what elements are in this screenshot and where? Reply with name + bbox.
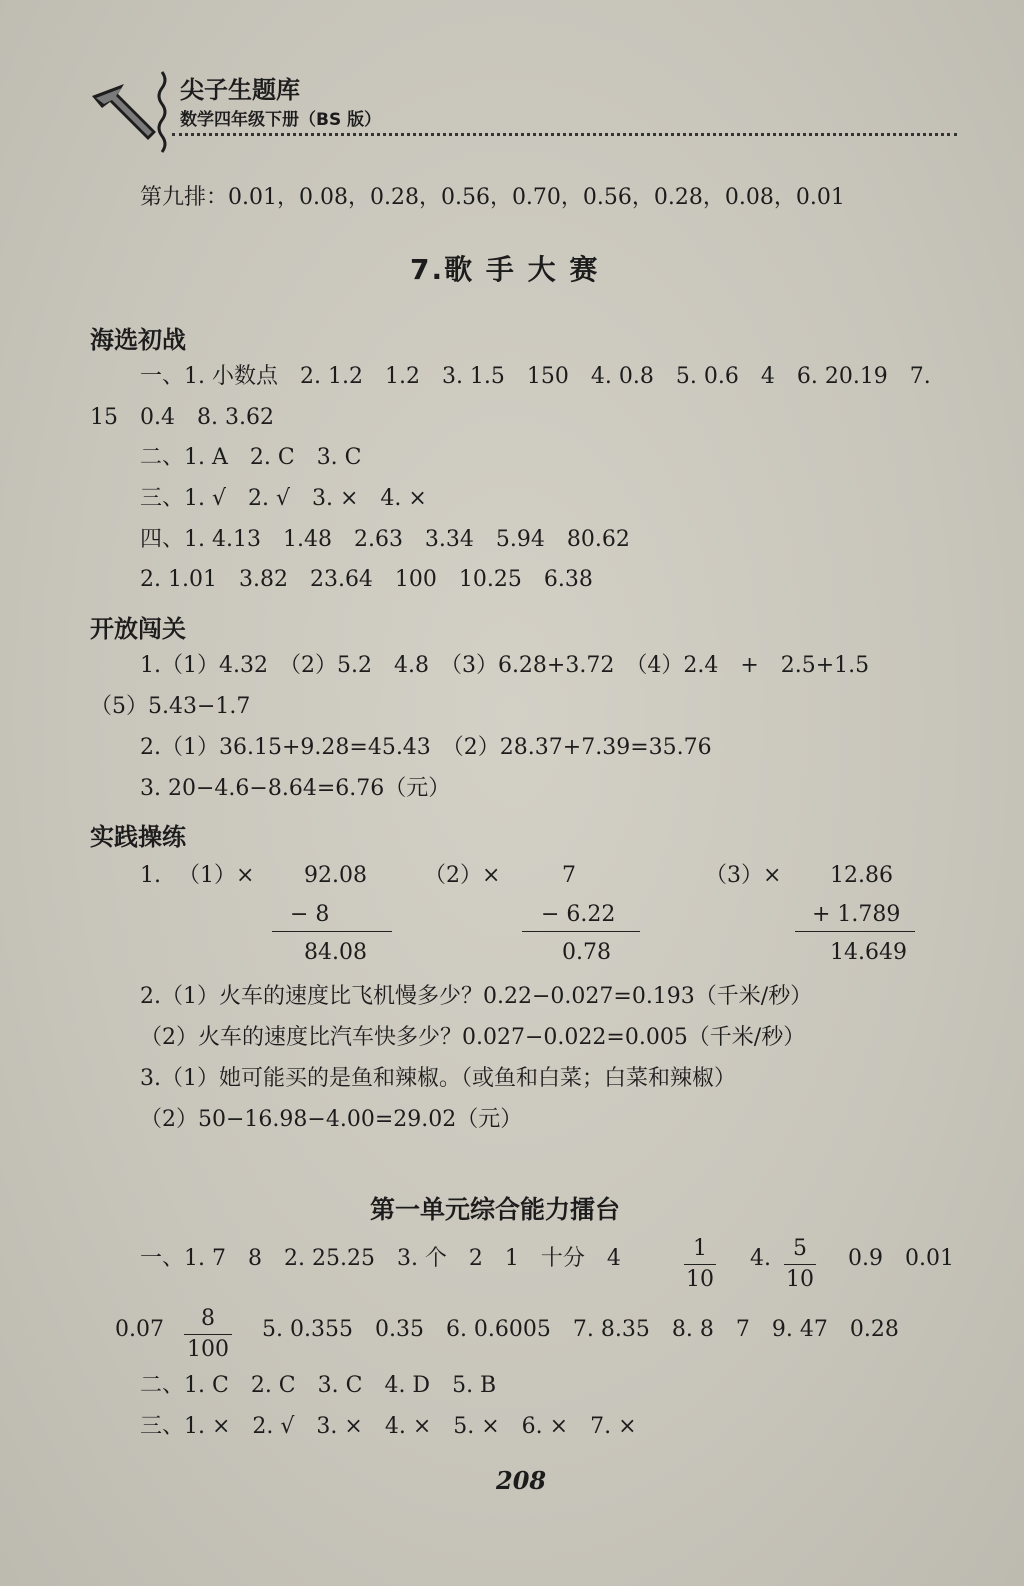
unit-line1a: 一、1. 7 8 2. 25.25 3. 个 2 1 十分 4 [140,1246,621,1271]
fraction-8-100 [184,1306,232,1363]
s1-line2: 二、1. A 2. C 3. C [140,445,362,470]
s1-line1b: 15 0.4 8. 3.62 [90,405,274,430]
unit-line4: 三、1. × 2. √ 3. × 4. × 5. × 6. × 7. × [140,1414,637,1439]
calc2-label: （2）× [424,863,501,888]
frac1-num: 1 [693,1236,707,1261]
s1-line4: 四、1. 4.13 1.48 2.63 3.34 5.94 80.62 [140,527,630,552]
s1-line3: 三、1. √ 2. √ 3. × 4. × [140,486,427,511]
arrow-logo-icon [84,64,174,174]
s1-line1: 一、1. 小数点 2. 1.2 1.2 3. 1.5 150 4. 0.8 5. 0.6 4 6. 20.19 7. [140,364,931,389]
section-heading-2: 开放闯关 [90,615,186,643]
ninth-row-line: 第九排：0.01，0.08，0.28，0.56，0.70，0.56，0.28，0.08，0.01 [140,185,845,210]
calc3-op: + 1.789 [812,902,901,927]
s3-line2: 2.（1）火车的速度比飞机慢多少？0.22−0.027=0.193（千米/秒） [140,984,813,1009]
frac3-den: 100 [187,1337,229,1362]
calc3-result: 14.649 [830,940,907,965]
frac2-num: 5 [793,1236,807,1261]
header-divider [172,133,957,136]
header-subtitle: 数学四年级下册（BS 版） [180,110,382,130]
calc1-top: 92.08 [304,863,367,888]
header-series: 尖子生题库 [180,76,300,104]
s2-line3: 3. 20−4.6−8.64=6.76（元） [140,776,451,801]
fraction-5-10 [784,1236,816,1293]
lesson-title: 7.歌 手 大 赛 [410,253,600,286]
calc3-label: （3）× [705,863,782,888]
s2-line1: 1.（1）4.32 （2）5.2 4.8 （3）6.28+3.72 （4）2.4 + 2.5+1.5 [140,653,870,678]
fraction-1-10 [684,1236,716,1293]
s3-line3: （2）火车的速度比汽车快多少？0.027−0.022=0.005（千米/秒） [140,1025,806,1050]
unit-title: 第一单元综合能力擂台 [370,1195,621,1224]
calc1-result: 84.08 [304,940,367,965]
unit-line1c: 0.9 0.01 [848,1246,954,1271]
calc3-line [795,931,915,932]
s2-line1b: （5）5.43−1.7 [90,694,251,719]
calc2-top: 7 [562,863,576,888]
calc1-line [272,931,392,932]
s3-item-number: 1. [140,863,161,888]
unit-line3: 二、1. C 2. C 3. C 4. D 5. B [140,1373,497,1398]
unit-line1b: 4. [750,1246,771,1271]
calc3-top: 12.86 [830,863,893,888]
frac1-den: 10 [686,1267,714,1292]
calc1-label: （1）× [178,863,255,888]
calc2-result: 0.78 [562,940,611,965]
unit-line2b: 5. 0.355 0.35 6. 0.6005 7. 8.35 8. 8 7 9. 47 0.28 [262,1317,899,1342]
calc2-op: − 6.22 [541,902,616,927]
section-heading-3: 实践操练 [90,823,186,851]
frac3-num: 8 [201,1306,215,1331]
page-number: 208 [496,1466,547,1495]
unit-line2a: 0.07 [115,1317,164,1342]
s3-line4: 3.（1）她可能买的是鱼和辣椒。（或鱼和白菜；白菜和辣椒） [140,1066,736,1091]
s1-line5: 2. 1.01 3.82 23.64 100 10.25 6.38 [140,567,593,592]
section-heading-1: 海选初战 [90,326,186,354]
s3-line5: （2）50−16.98−4.00=29.02（元） [140,1107,523,1132]
calc2-line [522,931,640,932]
frac2-den: 10 [786,1267,814,1292]
calc1-op: − 8 [290,902,330,927]
s2-line2: 2.（1）36.15+9.28=45.43 （2）28.37+7.39=35.76 [140,735,712,760]
